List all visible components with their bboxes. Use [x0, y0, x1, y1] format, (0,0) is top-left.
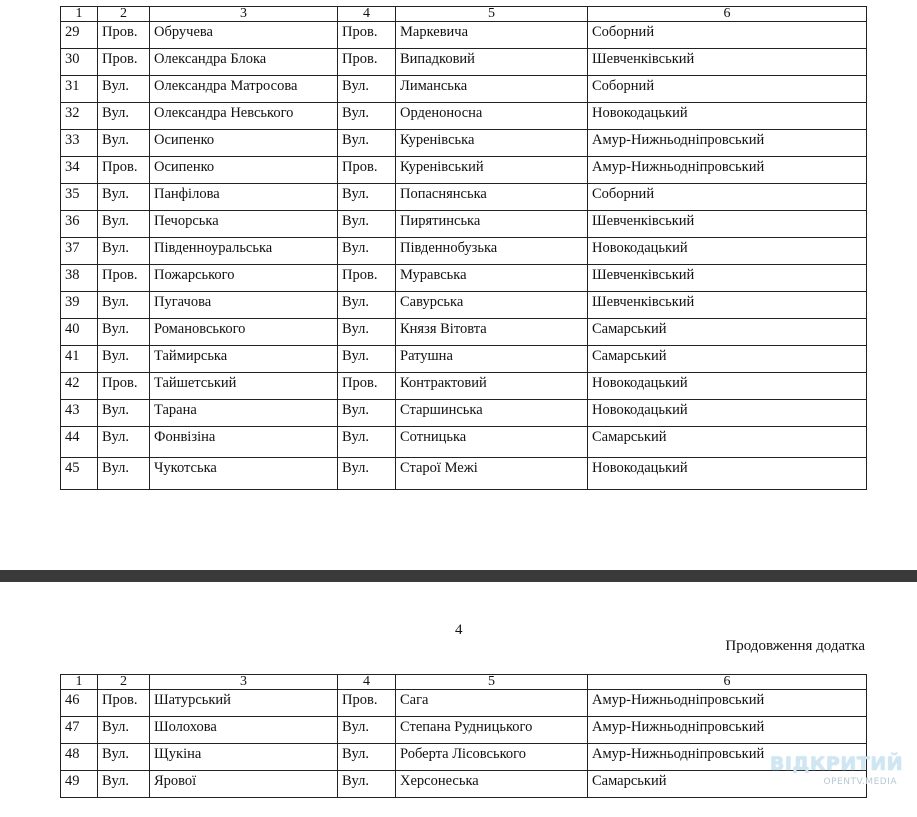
district-cell: Новокодацький	[588, 400, 867, 427]
old-street-name-cell: Шолохова	[150, 717, 338, 744]
table-row	[61, 373, 867, 400]
table-row	[61, 49, 867, 76]
row-number-cell: 46	[61, 690, 98, 717]
old-street-type-cell: Пров.	[98, 373, 150, 400]
old-street-name-cell: Таймирська	[150, 346, 338, 373]
old-street-type-cell: Вул.	[98, 427, 150, 458]
old-street-type-cell: Вул.	[98, 400, 150, 427]
table-row	[61, 771, 867, 798]
old-street-name-cell: Шатурський	[150, 690, 338, 717]
old-street-name-cell: Печорська	[150, 211, 338, 238]
old-street-type-cell: Пров.	[98, 265, 150, 292]
table-row	[61, 130, 867, 157]
new-street-type-cell: Вул.	[338, 130, 396, 157]
district-cell: Самарський	[588, 427, 867, 458]
district-cell: Самарський	[588, 319, 867, 346]
table-row	[61, 717, 867, 744]
new-street-name-cell: Князя Вітовта	[396, 319, 588, 346]
page-number: 4	[455, 622, 463, 638]
old-street-name-cell: Щукіна	[150, 744, 338, 771]
old-street-name-cell: Ярової	[150, 771, 338, 798]
old-street-type-cell: Вул.	[98, 458, 150, 490]
row-number-cell: 29	[61, 22, 98, 49]
district-cell: Новокодацький	[588, 103, 867, 130]
old-street-type-cell: Вул.	[98, 184, 150, 211]
watermark-logo	[769, 749, 903, 795]
new-street-name-cell: Старшинська	[396, 400, 588, 427]
table-row	[61, 157, 867, 184]
column-header-3: 3	[150, 675, 338, 690]
district-cell: Шевченківський	[588, 265, 867, 292]
district-cell: Соборний	[588, 22, 867, 49]
row-number-cell: 36	[61, 211, 98, 238]
old-street-type-cell: Пров.	[98, 49, 150, 76]
table-row	[61, 211, 867, 238]
table-header-row	[61, 675, 867, 690]
document-page-bottom	[0, 582, 917, 817]
new-street-type-cell: Пров.	[338, 157, 396, 184]
table-row	[61, 292, 867, 319]
district-cell: Амур-Нижньодніпровський	[588, 744, 867, 771]
column-header-4: 4	[338, 675, 396, 690]
old-street-type-cell: Вул.	[98, 744, 150, 771]
district-cell: Шевченківський	[588, 49, 867, 76]
new-street-type-cell: Вул.	[338, 238, 396, 265]
table-row	[61, 265, 867, 292]
new-street-type-cell: Вул.	[338, 76, 396, 103]
new-street-name-cell: Старої Межі	[396, 458, 588, 490]
new-street-name-cell: Випадковий	[396, 49, 588, 76]
old-street-name-cell: Олександра Матросова	[150, 76, 338, 103]
new-street-type-cell: Вул.	[338, 319, 396, 346]
row-number-cell: 31	[61, 76, 98, 103]
district-cell: Амур-Нижньодніпровський	[588, 130, 867, 157]
old-street-name-cell: Олександра Невського	[150, 103, 338, 130]
new-street-type-cell: Вул.	[338, 400, 396, 427]
new-street-type-cell: Вул.	[338, 184, 396, 211]
column-header-3: 3	[150, 7, 338, 22]
table-row	[61, 184, 867, 211]
table-row	[61, 458, 867, 490]
row-number-cell: 32	[61, 103, 98, 130]
new-street-type-cell: Вул.	[338, 103, 396, 130]
district-cell: Амур-Нижньодніпровський	[588, 717, 867, 744]
new-street-name-cell: Сага	[396, 690, 588, 717]
old-street-type-cell: Вул.	[98, 130, 150, 157]
table-row	[61, 238, 867, 265]
old-street-type-cell: Вул.	[98, 319, 150, 346]
district-cell: Амур-Нижньодніпровський	[588, 157, 867, 184]
district-cell: Новокодацький	[588, 238, 867, 265]
column-header-2: 2	[98, 675, 150, 690]
old-street-name-cell: Пожарського	[150, 265, 338, 292]
table-row	[61, 76, 867, 103]
old-street-type-cell: Вул.	[98, 211, 150, 238]
column-header-4: 4	[338, 7, 396, 22]
district-cell: Новокодацький	[588, 458, 867, 490]
row-number-cell: 42	[61, 373, 98, 400]
new-street-name-cell: Попаснянська	[396, 184, 588, 211]
column-header-5: 5	[396, 675, 588, 690]
old-street-name-cell: Фонвізіна	[150, 427, 338, 458]
new-street-type-cell: Пров.	[338, 22, 396, 49]
continuation-note: Продовження додатка	[725, 638, 865, 654]
table-row	[61, 427, 867, 458]
district-cell: Новокодацький	[588, 373, 867, 400]
old-street-type-cell: Вул.	[98, 292, 150, 319]
old-street-name-cell: Осипенко	[150, 130, 338, 157]
old-street-name-cell: Пугачова	[150, 292, 338, 319]
new-street-name-cell: Південнобузька	[396, 238, 588, 265]
row-number-cell: 37	[61, 238, 98, 265]
row-number-cell: 47	[61, 717, 98, 744]
row-number-cell: 48	[61, 744, 98, 771]
new-street-type-cell: Вул.	[338, 458, 396, 490]
old-street-type-cell: Вул.	[98, 717, 150, 744]
row-number-cell: 43	[61, 400, 98, 427]
column-header-1: 1	[61, 675, 98, 690]
table-row	[61, 346, 867, 373]
new-street-type-cell: Пров.	[338, 690, 396, 717]
new-street-type-cell: Пров.	[338, 49, 396, 76]
table-row	[61, 103, 867, 130]
column-header-5: 5	[396, 7, 588, 22]
old-street-type-cell: Вул.	[98, 238, 150, 265]
new-street-name-cell: Орденоносна	[396, 103, 588, 130]
watermark-site: OPENTV.MEDIA	[823, 777, 897, 787]
old-street-type-cell: Пров.	[98, 157, 150, 184]
row-number-cell: 30	[61, 49, 98, 76]
new-street-name-cell: Куренівський	[396, 157, 588, 184]
old-street-type-cell: Вул.	[98, 771, 150, 798]
new-street-type-cell: Вул.	[338, 211, 396, 238]
row-number-cell: 33	[61, 130, 98, 157]
old-street-name-cell: Обручева	[150, 22, 338, 49]
streets-renaming-table-top	[60, 6, 867, 490]
table-row	[61, 319, 867, 346]
row-number-cell: 41	[61, 346, 98, 373]
new-street-name-cell: Савурська	[396, 292, 588, 319]
new-street-type-cell: Вул.	[338, 744, 396, 771]
table-row	[61, 22, 867, 49]
row-number-cell: 39	[61, 292, 98, 319]
new-street-type-cell: Вул.	[338, 346, 396, 373]
row-number-cell: 49	[61, 771, 98, 798]
new-street-name-cell: Сотницька	[396, 427, 588, 458]
old-street-type-cell: Вул.	[98, 103, 150, 130]
new-street-type-cell: Пров.	[338, 265, 396, 292]
new-street-name-cell: Херсонеська	[396, 771, 588, 798]
old-street-name-cell: Романовського	[150, 319, 338, 346]
old-street-type-cell: Вул.	[98, 346, 150, 373]
new-street-name-cell: Роберта Лісовського	[396, 744, 588, 771]
new-street-name-cell: Маркевича	[396, 22, 588, 49]
old-street-name-cell: Осипенко	[150, 157, 338, 184]
row-number-cell: 45	[61, 458, 98, 490]
table-row	[61, 690, 867, 717]
watermark-brand: ВІДКРИТИЙ	[769, 753, 903, 775]
table-header-row	[61, 7, 867, 22]
streets-renaming-table-bottom	[60, 674, 867, 798]
column-header-6: 6	[588, 7, 867, 22]
new-street-name-cell: Степана Рудницького	[396, 717, 588, 744]
row-number-cell: 35	[61, 184, 98, 211]
new-street-type-cell: Пров.	[338, 373, 396, 400]
district-cell: Соборний	[588, 76, 867, 103]
row-number-cell: 34	[61, 157, 98, 184]
old-street-name-cell: Панфілова	[150, 184, 338, 211]
row-number-cell: 38	[61, 265, 98, 292]
column-header-6: 6	[588, 675, 867, 690]
new-street-name-cell: Куренівська	[396, 130, 588, 157]
old-street-name-cell: Тайшетський	[150, 373, 338, 400]
new-street-type-cell: Вул.	[338, 771, 396, 798]
table-row	[61, 744, 867, 771]
new-street-name-cell: Пирятинська	[396, 211, 588, 238]
new-street-type-cell: Вул.	[338, 292, 396, 319]
column-header-1: 1	[61, 7, 98, 22]
row-number-cell: 40	[61, 319, 98, 346]
old-street-name-cell: Південноуральська	[150, 238, 338, 265]
old-street-type-cell: Вул.	[98, 76, 150, 103]
new-street-name-cell: Муравська	[396, 265, 588, 292]
district-cell: Амур-Нижньодніпровський	[588, 690, 867, 717]
old-street-type-cell: Пров.	[98, 22, 150, 49]
old-street-name-cell: Чукотська	[150, 458, 338, 490]
new-street-name-cell: Ратушна	[396, 346, 588, 373]
old-street-name-cell: Олександра Блока	[150, 49, 338, 76]
new-street-name-cell: Контрактовий	[396, 373, 588, 400]
page-separator	[0, 570, 917, 582]
column-header-2: 2	[98, 7, 150, 22]
district-cell: Соборний	[588, 184, 867, 211]
table-row	[61, 400, 867, 427]
district-cell: Самарський	[588, 771, 867, 798]
old-street-name-cell: Тарана	[150, 400, 338, 427]
new-street-name-cell: Лиманська	[396, 76, 588, 103]
old-street-type-cell: Пров.	[98, 690, 150, 717]
new-street-type-cell: Вул.	[338, 717, 396, 744]
district-cell: Шевченківський	[588, 211, 867, 238]
new-street-type-cell: Вул.	[338, 427, 396, 458]
district-cell: Шевченківський	[588, 292, 867, 319]
row-number-cell: 44	[61, 427, 98, 458]
district-cell: Самарський	[588, 346, 867, 373]
